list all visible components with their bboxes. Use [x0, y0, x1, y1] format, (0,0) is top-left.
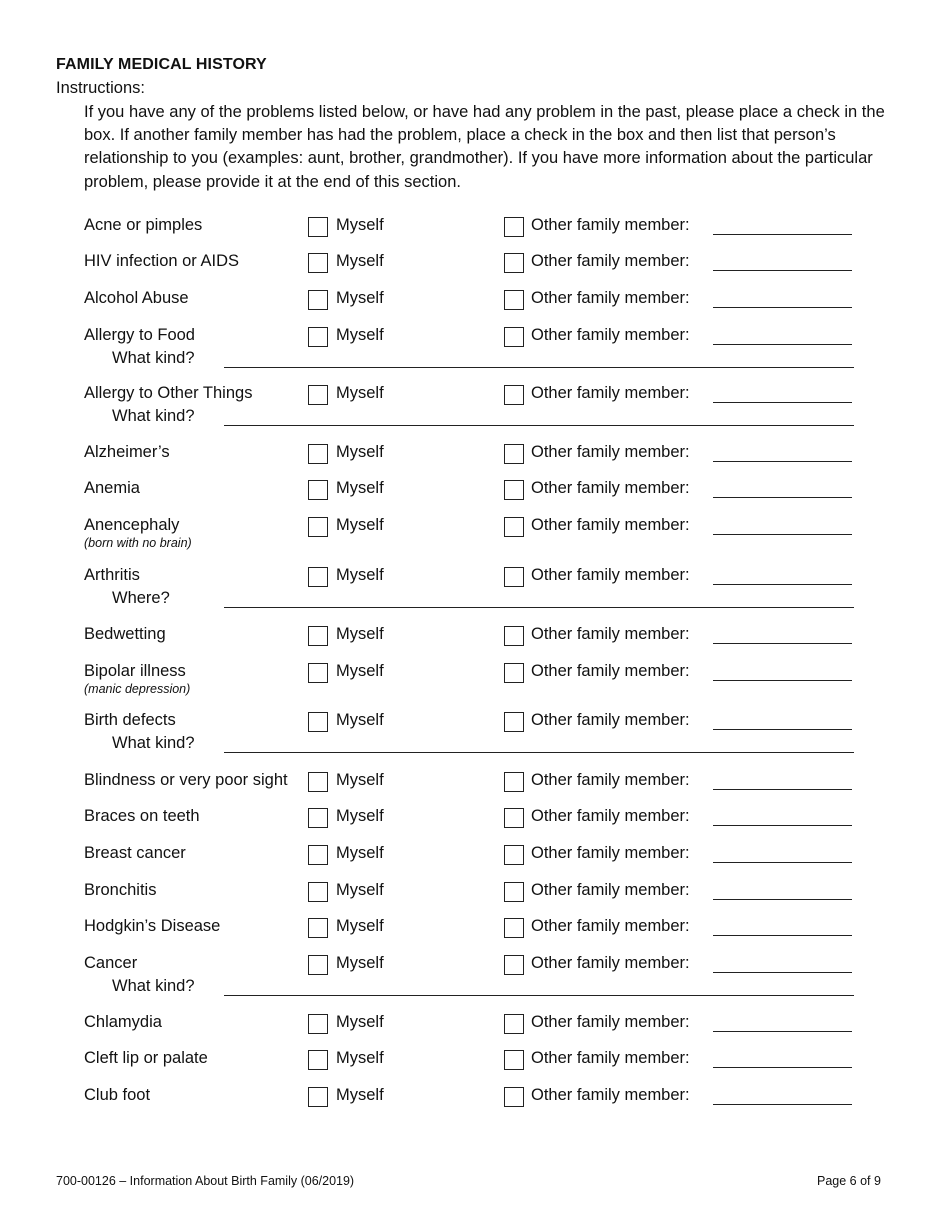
other-family-checkbox[interactable]: [504, 712, 524, 732]
page-number: Page 6 of 9: [817, 1174, 881, 1188]
condition-row: [0, 252, 950, 276]
myself-label: Myself: [336, 771, 384, 789]
instructions-label: Instructions:: [56, 79, 145, 97]
myself-label: Myself: [336, 917, 384, 935]
other-family-label: Other family member:: [531, 216, 690, 234]
myself-label: Myself: [336, 479, 384, 497]
other-family-label: Other family member:: [531, 625, 690, 643]
myself-label: Myself: [336, 844, 384, 862]
relationship-field[interactable]: [713, 584, 852, 585]
other-family-label: Other family member:: [531, 711, 690, 729]
relationship-field[interactable]: [713, 461, 852, 462]
detail-row: [0, 589, 950, 613]
condition-row: [0, 625, 950, 649]
other-family-label: Other family member:: [531, 807, 690, 825]
myself-checkbox[interactable]: [308, 808, 328, 828]
other-family-checkbox[interactable]: [504, 327, 524, 347]
other-family-label: Other family member:: [531, 954, 690, 972]
myself-checkbox[interactable]: [308, 444, 328, 464]
condition-row: [0, 1049, 950, 1073]
myself-label: Myself: [336, 1086, 384, 1104]
myself-checkbox[interactable]: [308, 1050, 328, 1070]
condition-label: Bipolar illness: [84, 662, 186, 680]
condition-label: Breast cancer: [84, 844, 186, 862]
myself-checkbox[interactable]: [308, 663, 328, 683]
condition-label: HIV infection or AIDS: [84, 252, 239, 270]
relationship-field[interactable]: [713, 789, 852, 790]
other-family-checkbox[interactable]: [504, 1050, 524, 1070]
myself-checkbox[interactable]: [308, 567, 328, 587]
other-family-label: Other family member:: [531, 516, 690, 534]
myself-label: Myself: [336, 516, 384, 534]
other-family-checkbox[interactable]: [504, 385, 524, 405]
condition-row: [0, 479, 950, 503]
other-family-checkbox[interactable]: [504, 663, 524, 683]
other-family-checkbox[interactable]: [504, 772, 524, 792]
condition-label: Anemia: [84, 479, 140, 497]
other-family-label: Other family member:: [531, 662, 690, 680]
detail-question: Where?: [112, 589, 170, 607]
other-family-label: Other family member:: [531, 384, 690, 402]
detail-question: What kind?: [112, 977, 195, 995]
condition-label: Cancer: [84, 954, 138, 972]
relationship-field[interactable]: [713, 862, 852, 863]
condition-label: Hodgkin’s Disease: [84, 917, 221, 935]
detail-row: [0, 734, 950, 758]
myself-checkbox[interactable]: [308, 480, 328, 500]
other-family-checkbox[interactable]: [504, 444, 524, 464]
myself-checkbox[interactable]: [308, 327, 328, 347]
myself-label: Myself: [336, 1013, 384, 1031]
relationship-field[interactable]: [713, 497, 852, 498]
condition-label: Cleft lip or palate: [84, 1049, 208, 1067]
detail-question: What kind?: [112, 734, 195, 752]
condition-row: [0, 443, 950, 467]
other-family-checkbox[interactable]: [504, 253, 524, 273]
relationship-field[interactable]: [713, 729, 852, 730]
condition-label: Acne or pimples: [84, 216, 203, 234]
myself-label: Myself: [336, 289, 384, 307]
other-family-checkbox[interactable]: [504, 1087, 524, 1107]
condition-note: (manic depression): [84, 682, 191, 696]
other-family-label: Other family member:: [531, 1049, 690, 1067]
relationship-field[interactable]: [713, 534, 852, 535]
other-family-label: Other family member:: [531, 443, 690, 461]
condition-label: Bedwetting: [84, 625, 166, 643]
condition-label: Anencephaly: [84, 516, 180, 534]
condition-row: [0, 844, 950, 868]
condition-row: [0, 917, 950, 941]
myself-checkbox[interactable]: [308, 882, 328, 902]
condition-label: Birth defects: [84, 711, 176, 729]
other-family-label: Other family member:: [531, 252, 690, 270]
myself-label: Myself: [336, 443, 384, 461]
condition-row: [0, 566, 950, 590]
form-id: 700-00126 – Information About Birth Family (06/2019): [56, 1174, 355, 1188]
detail-answer-field[interactable]: [224, 995, 854, 996]
condition-row: [0, 384, 950, 408]
myself-label: Myself: [336, 566, 384, 584]
relationship-field[interactable]: [713, 825, 852, 826]
other-family-label: Other family member:: [531, 771, 690, 789]
condition-row: [0, 662, 950, 696]
other-family-label: Other family member:: [531, 881, 690, 899]
myself-checkbox[interactable]: [308, 845, 328, 865]
myself-label: Myself: [336, 954, 384, 972]
myself-label: Myself: [336, 252, 384, 270]
other-family-checkbox[interactable]: [504, 626, 524, 646]
detail-row: [0, 349, 950, 373]
myself-checkbox[interactable]: [308, 1014, 328, 1034]
relationship-field[interactable]: [713, 1104, 852, 1105]
other-family-checkbox[interactable]: [504, 567, 524, 587]
relationship-field[interactable]: [713, 643, 852, 644]
myself-label: Myself: [336, 711, 384, 729]
myself-checkbox[interactable]: [308, 385, 328, 405]
condition-label: Allergy to Other Things: [84, 384, 253, 402]
detail-answer-field[interactable]: [224, 425, 854, 426]
other-family-checkbox[interactable]: [504, 217, 524, 237]
condition-label: Bronchitis: [84, 881, 157, 899]
other-family-checkbox[interactable]: [504, 918, 524, 938]
relationship-field[interactable]: [713, 344, 852, 345]
myself-checkbox[interactable]: [308, 253, 328, 273]
myself-checkbox[interactable]: [308, 918, 328, 938]
condition-label: Braces on teeth: [84, 807, 200, 825]
condition-label: Blindness or very poor sight: [84, 771, 288, 789]
detail-answer-field[interactable]: [224, 607, 854, 608]
other-family-label: Other family member:: [531, 917, 690, 935]
condition-row: [0, 954, 950, 978]
condition-label: Alzheimer’s: [84, 443, 170, 461]
detail-answer-field[interactable]: [224, 752, 854, 753]
relationship-field[interactable]: [713, 1067, 852, 1068]
other-family-label: Other family member:: [531, 479, 690, 497]
condition-label: Allergy to Food: [84, 326, 195, 344]
relationship-field[interactable]: [713, 935, 852, 936]
other-family-checkbox[interactable]: [504, 955, 524, 975]
myself-label: Myself: [336, 881, 384, 899]
myself-label: Myself: [336, 662, 384, 680]
relationship-field[interactable]: [713, 307, 852, 308]
condition-row: [0, 216, 950, 240]
other-family-label: Other family member:: [531, 1086, 690, 1104]
myself-checkbox[interactable]: [308, 517, 328, 537]
detail-row: [0, 407, 950, 431]
other-family-label: Other family member:: [531, 566, 690, 584]
condition-row: [0, 711, 950, 735]
other-family-checkbox[interactable]: [504, 290, 524, 310]
condition-row: [0, 516, 950, 550]
relationship-field[interactable]: [713, 680, 852, 681]
condition-row: [0, 289, 950, 313]
myself-label: Myself: [336, 1049, 384, 1067]
section-title: FAMILY MEDICAL HISTORY: [56, 56, 267, 73]
condition-row: [0, 1086, 950, 1110]
myself-checkbox[interactable]: [308, 955, 328, 975]
detail-question: What kind?: [112, 349, 195, 367]
instructions-text: If you have any of the problems listed below, or have had any problem in the past, please place a check in the box. If another family member has had the problem, place a check in the box and then list that person’s relationship to you (examples: aunt, brother, grandmother). If you have more information about the particular problem, please provide it at the end of this section.: [84, 103, 885, 191]
myself-label: Myself: [336, 216, 384, 234]
relationship-field[interactable]: [713, 1031, 852, 1032]
myself-checkbox[interactable]: [308, 712, 328, 732]
condition-row: [0, 326, 950, 350]
other-family-label: Other family member:: [531, 844, 690, 862]
condition-row: [0, 771, 950, 795]
myself-checkbox[interactable]: [308, 772, 328, 792]
detail-question: What kind?: [112, 407, 195, 425]
myself-checkbox[interactable]: [308, 626, 328, 646]
condition-note: (born with no brain): [84, 536, 192, 550]
relationship-field[interactable]: [713, 270, 852, 271]
myself-checkbox[interactable]: [308, 1087, 328, 1107]
condition-label: Chlamydia: [84, 1013, 162, 1031]
detail-row: [0, 977, 950, 1001]
myself-checkbox[interactable]: [308, 290, 328, 310]
other-family-checkbox[interactable]: [504, 480, 524, 500]
condition-label: Arthritis: [84, 566, 140, 584]
detail-answer-field[interactable]: [224, 367, 854, 368]
relationship-field[interactable]: [713, 402, 852, 403]
myself-label: Myself: [336, 384, 384, 402]
myself-checkbox[interactable]: [308, 217, 328, 237]
other-family-label: Other family member:: [531, 326, 690, 344]
other-family-checkbox[interactable]: [504, 882, 524, 902]
relationship-field[interactable]: [713, 899, 852, 900]
condition-label: Alcohol Abuse: [84, 289, 189, 307]
condition-label: Club foot: [84, 1086, 151, 1104]
condition-row: [0, 881, 950, 905]
other-family-label: Other family member:: [531, 289, 690, 307]
condition-row: [0, 807, 950, 831]
myself-label: Myself: [336, 807, 384, 825]
relationship-field[interactable]: [713, 972, 852, 973]
other-family-checkbox[interactable]: [504, 845, 524, 865]
myself-label: Myself: [336, 625, 384, 643]
condition-row: [0, 1013, 950, 1037]
relationship-field[interactable]: [713, 234, 852, 235]
other-family-checkbox[interactable]: [504, 517, 524, 537]
other-family-label: Other family member:: [531, 1013, 690, 1031]
myself-label: Myself: [336, 326, 384, 344]
other-family-checkbox[interactable]: [504, 808, 524, 828]
other-family-checkbox[interactable]: [504, 1014, 524, 1034]
